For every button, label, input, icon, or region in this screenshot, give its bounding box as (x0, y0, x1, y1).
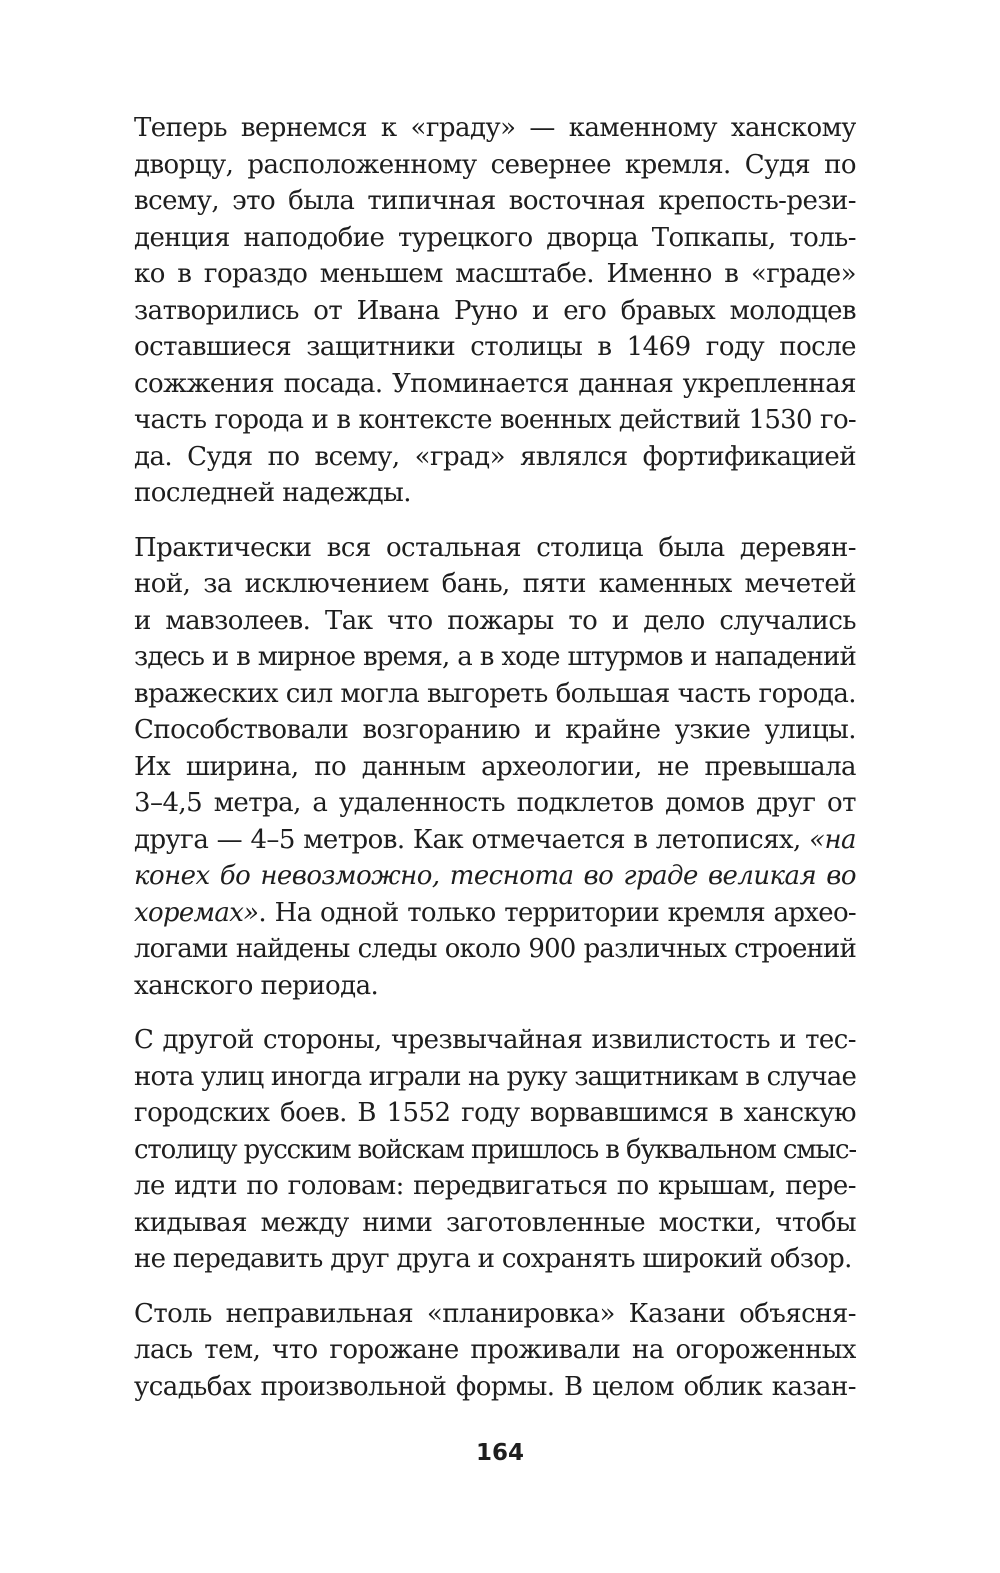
text-line: ханского периода. (134, 970, 379, 1001)
text-line: здесь и в мирное время, а в ходе штурмов и нападений (134, 642, 856, 672)
text-line: затворились от Ивана Руно и его бравых молодцев (134, 295, 856, 326)
quote-segment: «на (809, 824, 856, 855)
text-line: усадьбах произвольной формы. В целом облик казан- (134, 1371, 856, 1402)
text-line: столицу русским войскам пришлось в буквальном смыс- (134, 1134, 856, 1165)
text-line: последней надежды. (134, 478, 411, 508)
body-text (134, 110, 856, 1423)
text-line: сожжения посада. Упоминается данная укрепленная (134, 368, 856, 399)
text-line: да. Судя по всему, «град» являлся фортификацией (134, 441, 856, 472)
text-line: Теперь вернемся к «граду» — каменному ханскому (134, 113, 856, 143)
text-line: часть города и в контексте военных действий 1530 го- (134, 405, 856, 435)
text-line: вражеских сил могла выгореть большая часть города. (134, 678, 856, 709)
text-line: Практически вся остальная столица была деревян- (134, 532, 856, 563)
text-line: ной, за исключением бань, пяти каменных мечетей (134, 569, 856, 599)
text-line: Способствовали возгоранию и крайне узкие улицы. (134, 715, 856, 745)
text-segment: друга — 4–5 метров. Как отмечается в летописях, (134, 824, 810, 855)
quote-line: конех бо невозможно, теснота во граде великая во (134, 861, 856, 891)
text-line: не передавить друг друга и сохранять широкий обзор. (134, 1244, 852, 1274)
paragraph-2 (134, 530, 856, 1005)
text-line: ле идти по головам: передвигаться по крышам, пере- (134, 1171, 856, 1201)
text-line: логами найдены следы около 900 различных строений (134, 934, 856, 964)
text-line: денция наподобие турецкого дворца Топкапы, толь- (134, 222, 856, 253)
text-line: ко в гораздо меньшем масштабе. Именно в «граде» (134, 259, 856, 289)
paragraph-3 (134, 1022, 856, 1278)
text-segment: . На одной только территории кремля архео- (258, 897, 856, 928)
text-line: городских боев. В 1552 году ворвавшимся в ханскую (134, 1098, 856, 1128)
paragraph-4 (134, 1296, 856, 1406)
text-line: дворцу, расположенному севернее кремля. Судя по (134, 149, 856, 180)
text-line: всему, это была типичная восточная крепость-рези- (134, 186, 856, 216)
text-line: Их ширина, по данным археологии, не превышала (134, 751, 856, 782)
page-number: 164 (475, 1440, 524, 1466)
text-line: лась тем, что горожане проживали на огороженных (134, 1335, 856, 1365)
text-line: и мавзолеев. Так что пожары то и дело случались (134, 605, 856, 636)
text-line: Столь неправильная «планировка» Казани объясня- (134, 1298, 856, 1329)
text-line-with-quote (134, 895, 856, 932)
paragraph-1 (134, 110, 856, 512)
text-line: 3–4,5 метра, а удаленность подклетов домов друг от (134, 788, 856, 818)
text-line-with-quote (134, 822, 856, 859)
text-line: нота улиц иногда играли на руку защитникам в случае (134, 1061, 856, 1092)
text-line: кидывая между ними заготовленные мостки, чтобы (134, 1207, 856, 1238)
text-line: С другой стороны, чрезвычайная извилистость и тес- (134, 1025, 856, 1055)
quote-segment: хоремах» (134, 897, 259, 928)
text-line: оставшиеся защитники столицы в 1469 году после (134, 332, 856, 362)
